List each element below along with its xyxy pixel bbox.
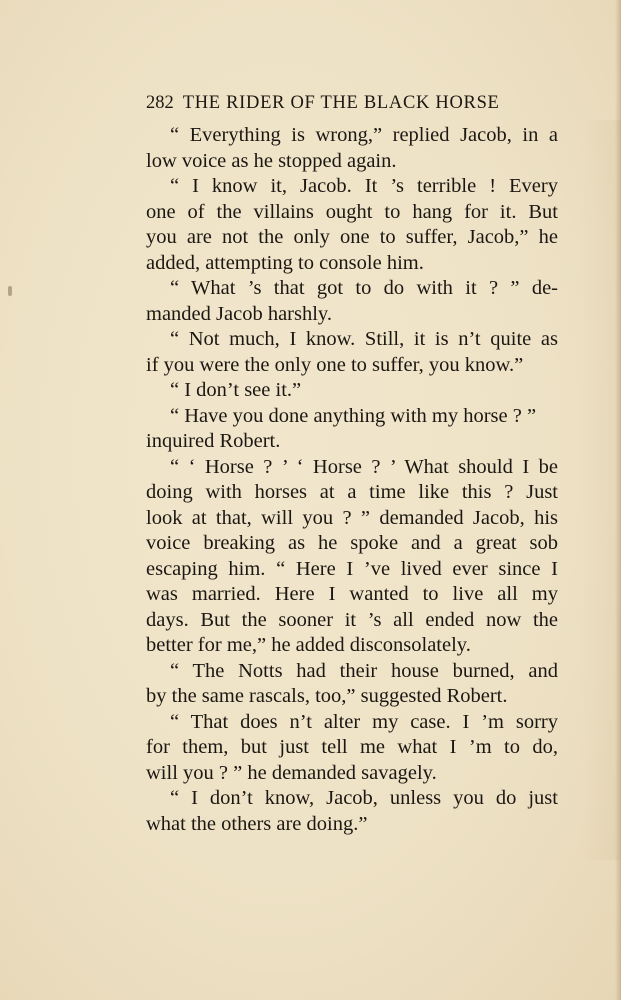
text-line: “ Have you done anything with my horse ? ” (170, 404, 537, 427)
text-line: “ What ’s that got to do with it ? ” de- (170, 277, 558, 299)
text-line: low voice as he stopped again. (146, 149, 397, 172)
running-header (146, 90, 526, 116)
text-line: added, attempting to console him. (146, 251, 424, 274)
text-line: better for me,” he added disconsolately. (146, 634, 471, 656)
text-line: if you were the only one to suffer, you know.” (146, 353, 524, 376)
text-line: by the same rascals, too,” suggested Robert. (146, 685, 508, 707)
text-line: “ I don’t see it.” (170, 379, 302, 401)
text-line: “ Not much, I know. Still, it is n’t quite as (170, 328, 558, 350)
text-line: what the others are doing.” (146, 812, 368, 835)
text-line: “ I don’t know, Jacob, unless you do just (170, 787, 558, 809)
text-line: doing with horses at a time like this ? Just (146, 481, 558, 503)
text-line: one of the villains ought to hang for it. But (146, 200, 558, 223)
text-line: look at that, will you ? ” demanded Jacob, his (146, 506, 558, 529)
text-line: “ ‘ Horse ? ’ ‘ Horse ? ’ What should I be (170, 455, 558, 478)
text-line: will you ? ” he demanded savagely. (146, 761, 437, 784)
text-line: you are not the only one to suffer, Jacob,” he (146, 226, 558, 248)
text-line: for them, but just tell me what I ’m to do, (146, 736, 558, 758)
ink-smudge (8, 286, 12, 296)
text-line: “ That does n’t alter my case. I ’m sorry (170, 710, 558, 733)
text-line: “ The Notts had their house burned, and (170, 659, 558, 682)
page-number: 282 (146, 93, 174, 113)
text-line: was married. Here I wanted to live all my (146, 583, 558, 605)
text-line: “ Everything is wrong,” replied Jacob, in a (170, 124, 558, 146)
text-line: voice breaking as he spoke and a great sob (146, 532, 558, 554)
text-line: “ I know it, Jacob. It ’s terrible ! Every (170, 175, 558, 197)
text-line: escaping him. “ Here I ’ve lived ever since I (146, 557, 558, 580)
page-edge-shadow (615, 0, 621, 1000)
text-line: days. But the sooner it ’s all ended now the (146, 608, 558, 631)
running-title: THE RIDER OF THE BLACK HORSE (182, 93, 500, 113)
text-line: inquired Robert. (146, 430, 281, 452)
body-text (146, 123, 558, 837)
text-line: manded Jacob harshly. (146, 302, 332, 325)
